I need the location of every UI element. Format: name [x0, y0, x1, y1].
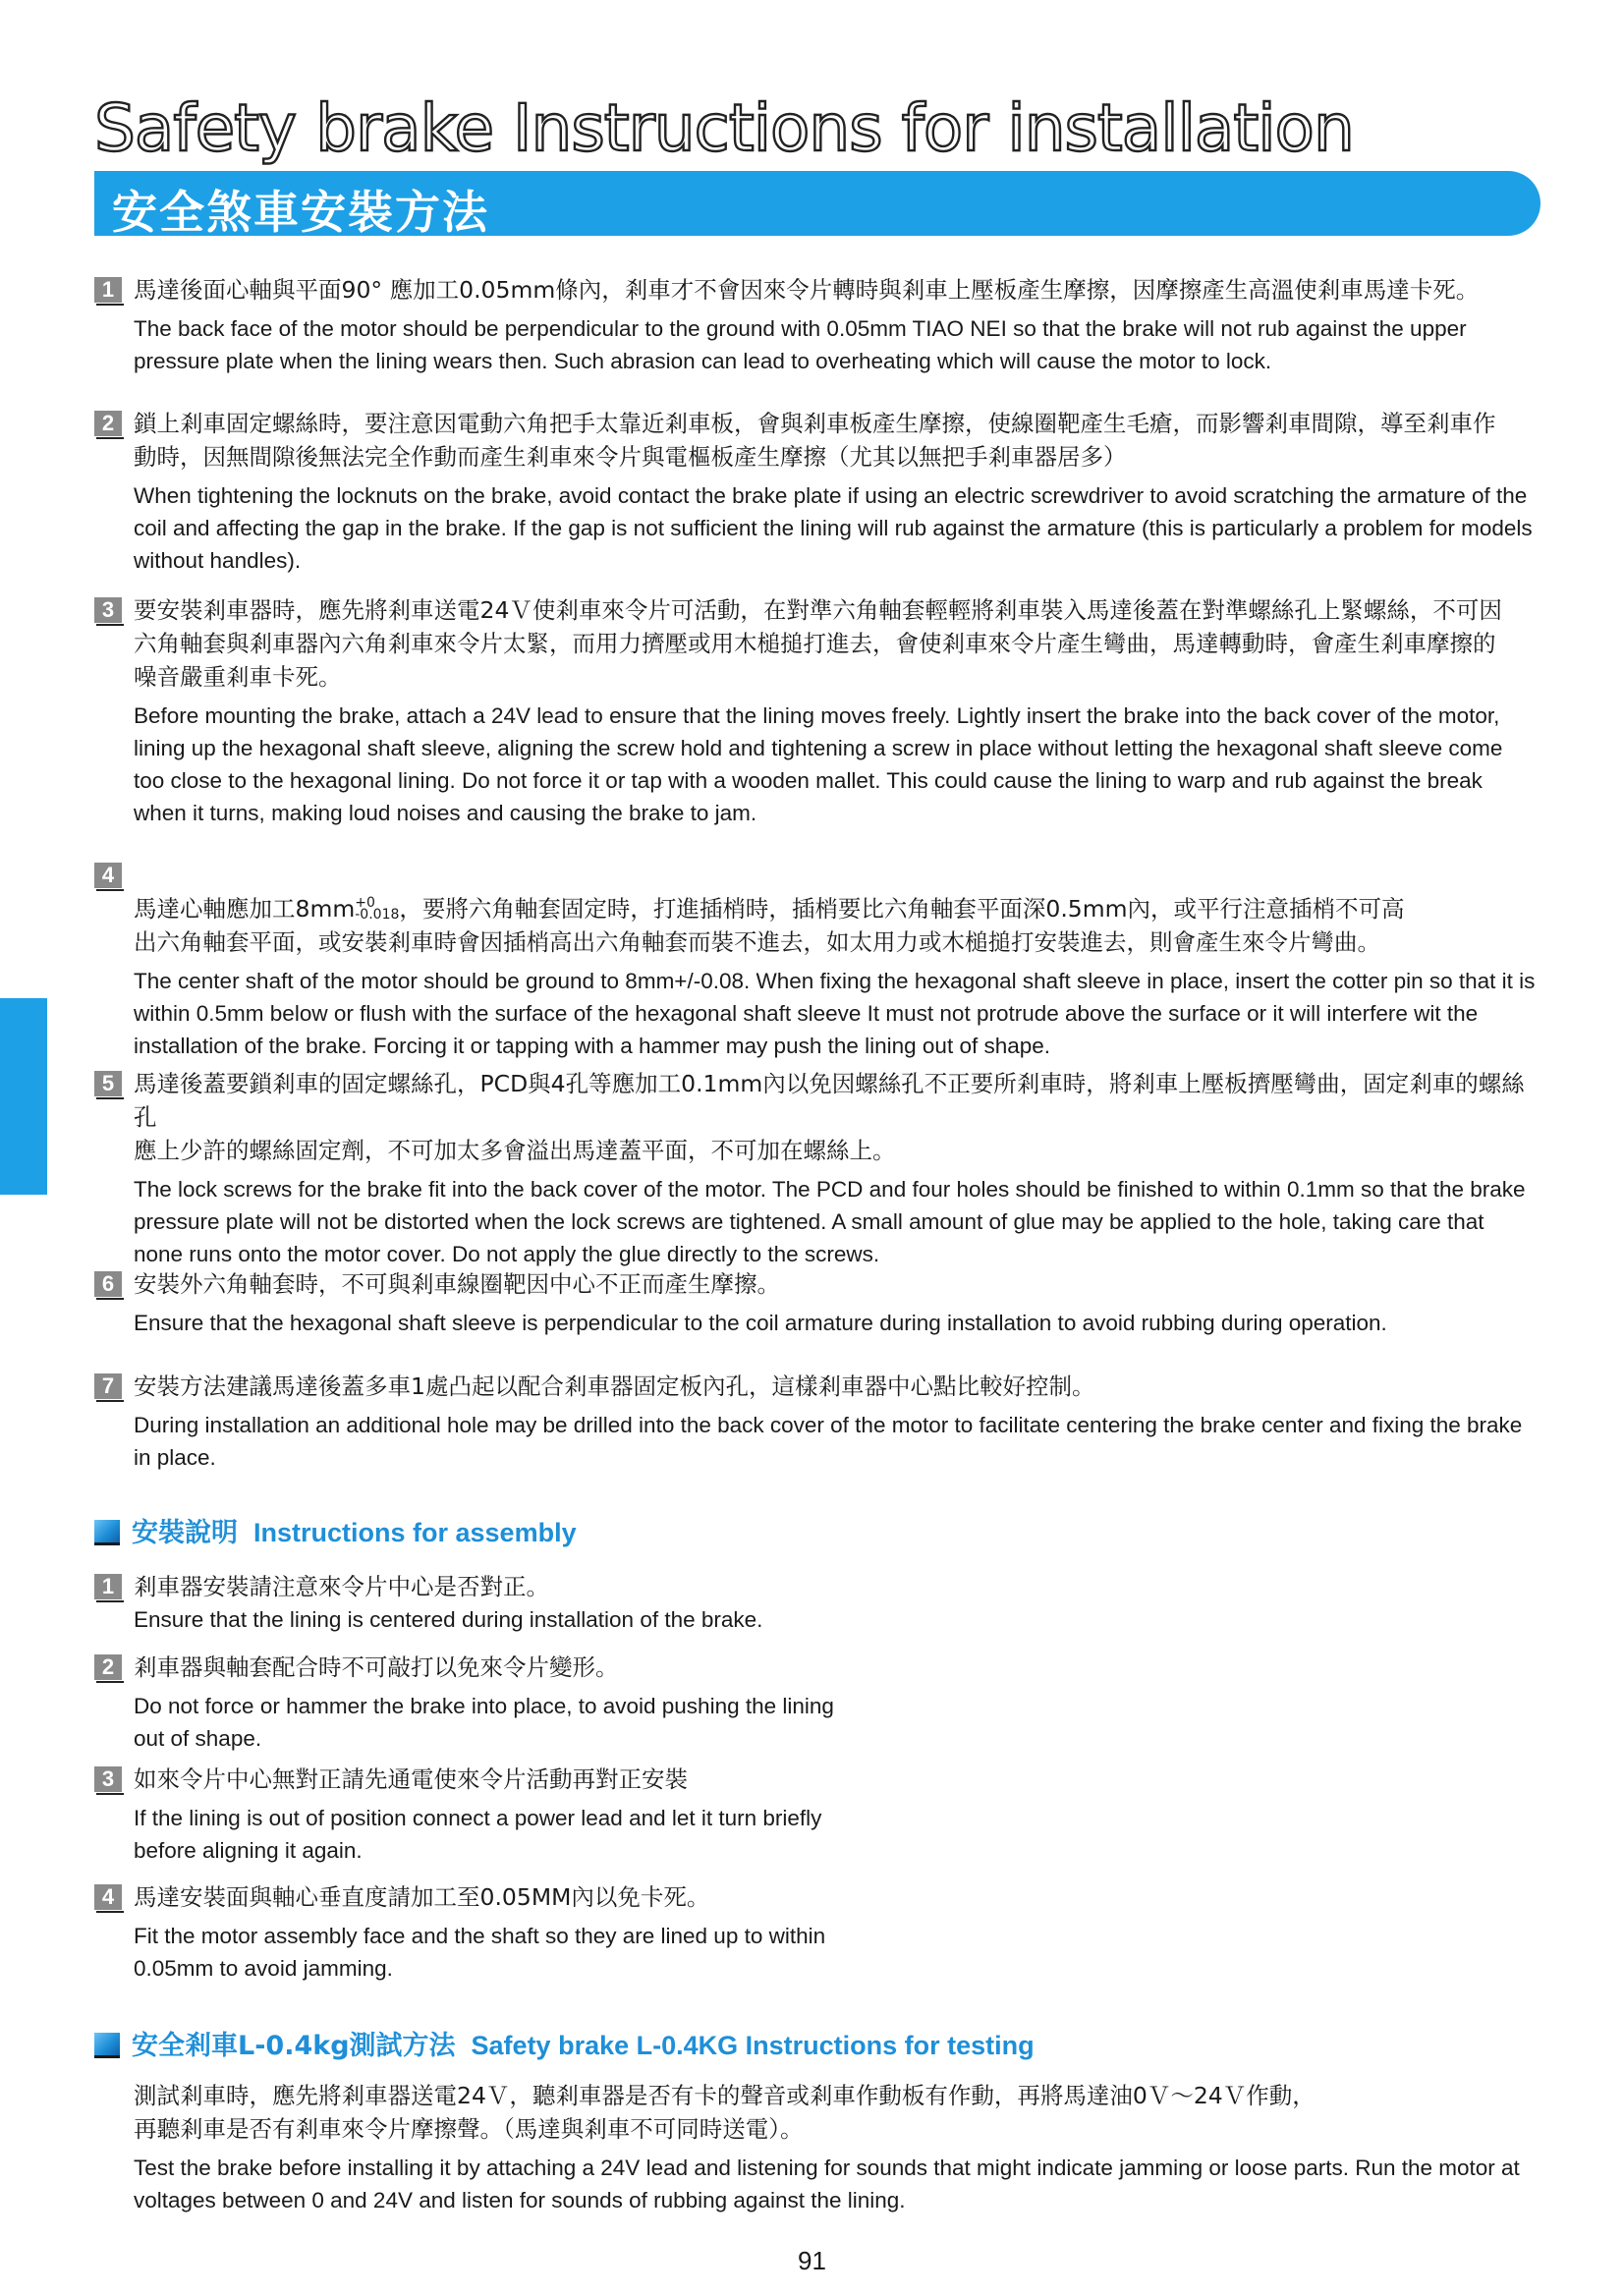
installation-item-4: [94, 859, 1539, 1062]
testing-heading: [94, 2028, 1470, 2063]
item-number: 3: [94, 597, 122, 623]
item-text-zh: 要安裝剎車器時，應先將剎車送電24Ｖ使剎車來令片可活動，在對準六角軸套輕輕將剎車裝入馬達後蓋在對準螺絲孔上緊螺絲，不可因 六角軸套與剎車器內六角剎車來令片太緊，而用力擠壓或用木槌搥打進去，會使剎車來令片產生彎曲，馬達轉動時，會產生剎車摩擦的 噪音嚴重剎車卡死。: [134, 596, 1502, 691]
item-text-en: Do not force or hammer the brake into place, to avoid pushing the lining out of shape.: [134, 1694, 834, 1751]
item-text-zh: 剎車器安裝請注意來令片中心是否對正。: [134, 1573, 549, 1600]
page-title-zh: 安全煞車安裝方法: [112, 186, 489, 239]
testing-text-zh: 測試剎車時，應先將剎車器送電24Ｖ，聽剎車器是否有卡的聲音或剎車作動板有作動，再將馬達油0Ｖ～24Ｖ作動， 再聽剎車是否有剎車來令片摩擦聲。（馬達與剎車不可同時送電）。: [134, 2082, 1316, 2143]
tolerance: [355, 897, 399, 921]
installation-item-3: [94, 593, 1539, 829]
item-text-zh: 馬達安裝面與軸心垂直度請加工至0.05MM內以免卡死。: [134, 1883, 710, 1911]
installation-item-1: [94, 273, 1539, 377]
item-text-zh: 鎖上剎車固定螺絲時，要注意因電動六角把手太靠近剎車板，會與剎車板產生摩擦，使線圈靶產生毛瘡，而影響剎車間隙，導至剎車作 動時，因無間隙後無法完全作動而產生剎車來令片與電樞板產生摩擦（尤其以無把手剎車器居多）: [134, 410, 1496, 471]
item-text-en: If the lining is out of position connect a power lead and let it turn briefly before aligning it again.: [134, 1806, 822, 1863]
item-text-en: When tightening the locknuts on the brake, avoid contact the brake plate if using an electric screwdriver to avoid scratching the armature of the coil and affecting the gap in the brake. If the gap is not sufficient the lining will rub against the armature (this is particularly a problem for models without handles).: [134, 483, 1533, 573]
side-section-tab: [0, 998, 47, 1195]
item-text-zh: 剎車器與軸套配合時不可敲打以免來令片變形。: [134, 1653, 619, 1681]
title-banner: [94, 171, 1540, 239]
assembly-item-2: [94, 1651, 1539, 1755]
item-text-zh: 安裝外六角軸套時，不可與剎車線圈靶因中心不正而產生摩擦。: [134, 1270, 780, 1298]
assembly-item-4: [94, 1880, 1539, 1985]
item-text-en: The back face of the motor should be perpendicular to the ground with 0.05mm TIAO NEI so that the brake will not rub against the upper pressure plate when the lining wears then. Such abrasion can lead to overheating which will cause the motor to lock.: [134, 316, 1467, 373]
item-number: 7: [94, 1373, 122, 1399]
item-text-en: Before mounting the brake, attach a 24V lead to ensure that the lining moves freely. Lightly insert the brake into the back cover of the motor, lining up the hexagonal shaft sleeve, aligning the screw hold and tightening a screw in place without letting the hexagonal shaft sleeve come too close to the hexagonal lining. Do not force it or tap with a wooden mallet. This could cause the lining to warp and rub against the break when it turns, making loud noises and causing the brake to jam.: [134, 703, 1503, 825]
section-marker-icon: [94, 1520, 120, 1545]
item-number: 5: [94, 1071, 122, 1096]
item-text-zh: 馬達後蓋要鎖剎車的固定螺絲孔，PCD與4孔等應加工0.1mm內以免因螺絲孔不正要所剎車時，將剎車上壓板擠壓彎曲，固定剎車的螺絲孔 應上少許的螺絲固定劑，不可加太多會溢出馬達蓋平面，不可加在螺絲上。: [134, 1070, 1525, 1164]
item-number: 1: [94, 1574, 122, 1599]
assembly-heading-en: Instructions for assembly: [253, 1518, 577, 1547]
installation-item-7: [94, 1370, 1539, 1474]
testing-heading-zh: 安全剎車L-0.4kg測試方法: [132, 2031, 456, 2061]
assembly-heading-zh: 安裝說明: [132, 1518, 238, 1548]
tolerance-lower: -0.018: [355, 907, 400, 923]
item-number: 1: [94, 277, 122, 303]
item-text-en: Ensure that the lining is centered during installation of the brake.: [134, 1607, 763, 1632]
page-title-en: Safety brake Instructions for installation: [94, 90, 1354, 166]
item-number: 2: [94, 411, 122, 436]
item-text-zh: 如來令片中心無對正請先通電使來令片活動再對正安裝: [134, 1765, 688, 1793]
shaft-spec-text: 馬達心軸應加工8mm: [134, 895, 356, 923]
item-number: 4: [94, 1884, 122, 1910]
page-number: 91: [798, 2246, 826, 2275]
item-number: 4: [94, 863, 122, 888]
installation-item-6: [94, 1267, 1539, 1339]
item-text-en: The center shaft of the motor should be ground to 8mm+/-0.08. When fixing the hexagonal shaft sleeve in place, insert the cotter pin so that it is within 0.5mm below or flush with the surface of the hexagonal shaft sleeve It must not protrude above the surface or it will interfere wit the installation of the brake. Forcing it or tapping with a hammer may push the lining out of shape.: [134, 969, 1536, 1058]
item-text-en: Fit the motor assembly face and the shaft so they are lined up to within 0.05mm to avoid jamming.: [134, 1924, 826, 1981]
item-text-zh: 安裝方法建議馬達後蓋多車1處凸起以配合剎車器固定板內孔，這樣剎車器中心點比較好控制。: [134, 1372, 1095, 1400]
item-text-zh: 馬達後面心軸與平面90° 應加工0.05mm條內，剎車才不會因來令片轉時與剎車上壓板產生摩擦，因摩擦產生高溫使剎車馬達卡死。: [134, 276, 1480, 304]
testing-body: [94, 2079, 1539, 2216]
installation-item-2: [94, 407, 1539, 577]
testing-heading-en: Safety brake L-0.4KG Instructions for testing: [471, 2031, 1035, 2060]
installation-item-5: [94, 1067, 1539, 1270]
section-marker-icon: [94, 2033, 120, 2058]
shaft-spec-text-line2: 出六角軸套平面，或安裝剎車時會因插梢高出六角軸套而裝不進去，如太用力或木槌搥打安裝進去，則會產生來令片彎曲。: [134, 928, 1380, 956]
item-text-en: During installation an additional hole may be drilled into the back cover of the motor to facilitate centering the brake center and fixing the brake in place.: [134, 1413, 1523, 1470]
item-number: 3: [94, 1766, 122, 1792]
assembly-item-3: [94, 1763, 1539, 1867]
item-text-zh: [134, 859, 1539, 959]
item-number: 6: [94, 1271, 122, 1297]
item-text-en: Ensure that the hexagonal shaft sleeve is perpendicular to the coil armature during installation to avoid rubbing during operation.: [134, 1311, 1387, 1335]
assembly-heading: [94, 1515, 1470, 1550]
tolerance-upper: +0: [355, 895, 375, 911]
item-text-en: The lock screws for the brake fit into the back cover of the motor. The PCD and four holes should be finished to within 0.1mm so that the brake pressure plate will not be distorted when the lock screws are tightened. A small amount of glue may be applied to the hole, taking care that none runs onto the motor cover. Do not apply the glue directly to the screws.: [134, 1177, 1526, 1266]
assembly-item-1: [94, 1570, 1539, 1636]
item-number: 2: [94, 1654, 122, 1680]
shaft-spec-text-cont: ，要將六角軸套固定時，打進插梢時，插梢要比六角軸套平面深0.5mm內，或平行注意插梢不可高: [399, 895, 1405, 923]
testing-text-en: Test the brake before installing it by attaching a 24V lead and listening for sounds that might indicate jamming or loose parts. Run the motor at voltages between 0 and 24V and listen for sounds of rubbing against the lining.: [134, 2156, 1520, 2212]
